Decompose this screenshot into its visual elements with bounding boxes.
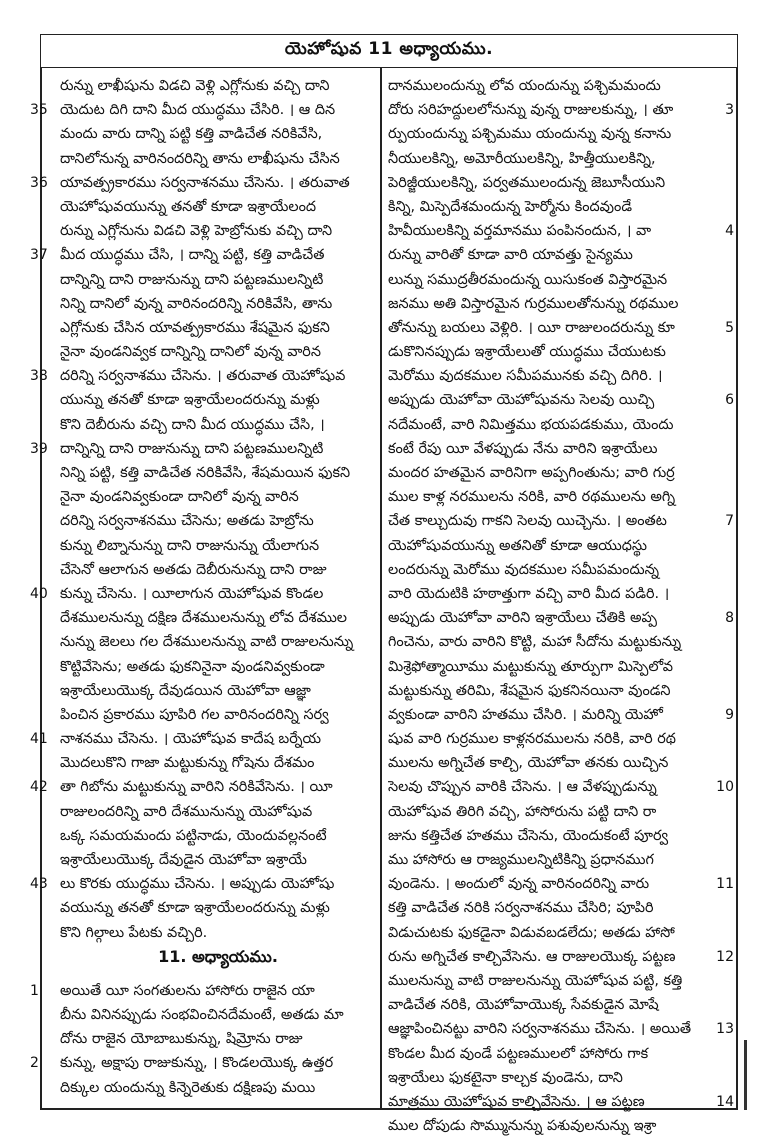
text-line (30, 630, 380, 654)
text-line (388, 268, 734, 292)
text-line (388, 1066, 734, 1090)
text-line (388, 388, 734, 412)
text-line (388, 461, 734, 485)
text-line (30, 582, 380, 606)
left-text-column (30, 74, 380, 1100)
verse-text: దేశములనున్ను దక్షిణ దేశములనున్ను లోవ దేశముల (60, 610, 347, 627)
verse-number: 9 (725, 706, 734, 723)
verse-text: వారి యెదుటికి హఠాత్తుగా వచ్చి వారి మీద పడిరి. । (388, 585, 670, 602)
text-line (388, 171, 734, 195)
verse-text: కొని గిల్గాలు పేటకు వచ్చిరి. (60, 924, 208, 941)
verse-text: నదేమంటే, వారి నిమిత్తము భయపడకుము, యెందు (388, 416, 674, 433)
verse-text: దరిన్ని సర్వనాశము చేసెను. । తరువాత యెహోషువ (60, 368, 346, 385)
verse-number: 7 (725, 513, 734, 530)
verse-text: ఇశ్రాయేలుయొక్క దేవుడైన యెహోవా ఇశ్రాయే (60, 852, 307, 868)
text-line (388, 896, 734, 920)
verse-number: 35 (30, 102, 48, 119)
verse-text: నాశనము చేసెను. । యెహోషువ కాదేష బర్నేయ (60, 731, 321, 748)
verse-text: 11. అధ్యాయము. (158, 946, 278, 966)
verse-text: నిన్ని దానిలో వున్న వారినందరిన్ని నరికివేసి, తాను (60, 295, 333, 312)
verse-text: అప్పుడు యెహోవా వారిని ఇశ్రాయేలు చేతికి అప్ప (388, 610, 657, 627)
verse-text: కొండల మీద వుండే పట్టణములలో హాసోరు గాక (388, 1045, 649, 1062)
text-line (30, 364, 380, 388)
verse-text: దోరు సరిహద్దులలోనున్ను వున్న రాజులకున్ను, । తూ (388, 102, 674, 119)
verse-text: కంటే రేపు యీ వేళప్పుడు నేను వారిని ఇశ్రాయేలు (388, 440, 658, 457)
verse-number: 8 (725, 610, 734, 627)
text-line (388, 364, 734, 388)
verse-text: అప్పుడు యెహోవా యెహోషువను సెలవు యిచ్చి (388, 392, 655, 409)
text-line (30, 703, 380, 727)
text-line (30, 461, 380, 485)
verse-text: మెరోము వుదకముల సమీపమునకు వచ్చి దిగిరి. । (388, 368, 663, 385)
text-line (30, 122, 380, 146)
chapter-heading (30, 945, 380, 979)
text-line (388, 655, 734, 679)
verse-text: యావత్ప్రకారము సర్వనాశనము చేసెను. । తరువాత (60, 174, 350, 191)
text-line (30, 751, 380, 775)
text-line (388, 437, 734, 461)
right-text-column (388, 74, 734, 1138)
page-edge-mark (744, 1040, 747, 1110)
verse-number: 2 (30, 1055, 39, 1072)
text-line (388, 219, 734, 243)
verse-text: పెరిజ్జీయులకిన్ని, పర్వతములందున్న జెబూసీయుని (388, 174, 666, 191)
text-line (30, 896, 380, 920)
text-line (388, 800, 734, 824)
verse-text: జనము అతి విస్తారమైన గుర్రములతోనున్ను రథముల (388, 295, 679, 312)
text-line (388, 1017, 734, 1041)
text-line (388, 945, 734, 969)
text-line (388, 824, 734, 848)
verse-number: 6 (725, 392, 734, 409)
verse-text: నీయులకిన్ని, అమోరీయులకిన్ని, హిత్తీయులకిన్ని, (388, 150, 656, 167)
text-line (388, 74, 734, 98)
verse-text: పించిన ప్రకారము పూపిరి గల వారినందరిన్ని సర్వ (60, 706, 329, 723)
text-line (30, 921, 380, 945)
verse-number: 1 (30, 982, 39, 999)
verse-text: దానములందున్ను లోవ యందున్ను పశ్చిమమందు (388, 78, 661, 94)
verse-text: దోను రాజైన యోబాబుకున్ను, షిమ్రోను రాజు (60, 1031, 303, 1048)
text-line (30, 679, 380, 703)
verse-text: దానిలోనున్న వారినందరిన్ని తాను లాఖీషును చేసిన (60, 150, 340, 167)
verse-text: రున్ను ఎగ్లోనును విడచి వెళ్లి హెబ్రోనుకు వచ్చి దాని (60, 223, 333, 240)
text-line (388, 1090, 734, 1114)
verse-text: జును కత్తిచేత హతము చేసెను, యెందుకంటే పూర్వ (388, 827, 669, 844)
verse-text: చేత కాల్చుదువు గాకని సెలవు యిచ్చెను. । అంతట (388, 513, 667, 530)
text-line (30, 485, 380, 509)
verse-text: వయున్ను తనతో కూడా ఇశ్రాయేలందరున్ను మళ్లు (60, 900, 330, 917)
text-line (388, 243, 734, 267)
verse-text: ర్పుయందున్ను పశ్చిమము యందున్ను వున్న కనాను (388, 126, 672, 143)
text-line (30, 388, 380, 412)
text-line (388, 1042, 734, 1066)
verse-text: మట్టుకున్ను తరిమి, శేషమైన ఫుకనినయినా వుండని (388, 682, 671, 699)
verse-text: ములను అగ్నిచేత కాల్చి, యెహోవా తనకు యిచ్చిన (388, 755, 669, 772)
verse-text: నిన్ని పట్టి, కత్తి వాడిచేత నరికివేసి, శేషమయిన ఫుకని (60, 465, 351, 481)
text-line (388, 727, 734, 751)
text-line (388, 98, 734, 122)
text-line (388, 558, 734, 582)
verse-number: 38 (30, 368, 48, 385)
text-line (388, 147, 734, 171)
text-line (30, 292, 380, 316)
text-line (388, 316, 734, 340)
verse-number: 13 (716, 1021, 734, 1038)
text-line (388, 872, 734, 896)
verse-text: యెహోషువయున్ను తనతో కూడా ఇశ్రాయేలంద (60, 198, 317, 215)
verse-text: ములనున్ను వాటి రాజులనున్ను యెహోషువ పట్టి, కత్తి (388, 972, 683, 989)
text-line (30, 98, 380, 122)
verse-text: ఎగ్లోనుకు చేసిన యావత్ప్రకారము శేషమైన ఫుకని (60, 319, 330, 336)
verse-number: 42 (30, 779, 48, 796)
verse-text: మందర హతమైన వారినిగా అప్పగింతును; వారి గుర్ర (388, 465, 675, 481)
verse-text: ఆజ్ఞాపించినట్టు వారిని సర్వనాశనము చేసెను. । అయితే (388, 1021, 692, 1038)
text-line (30, 74, 380, 98)
right-border-rule (736, 68, 738, 1110)
text-line (388, 122, 734, 146)
text-line (30, 316, 380, 340)
text-line (30, 775, 380, 799)
chapter-title: యెహోషువ 11 అధ్యాయము. (284, 39, 494, 59)
verse-text: కిన్ని, మిస్పెదేశమందున్న హెర్మోను కిందవుండే (388, 198, 632, 215)
verse-text: వాడిచేత నరికి, యెహోవాయొక్క సేవకుడైన మోషే (388, 997, 659, 1014)
verse-text: కొట్టివేసెను; అతడు ఫుకనినైనా వుండనివ్వకుండా (60, 658, 325, 675)
verse-number: 3 (725, 102, 734, 119)
verse-text: ఇశ్రాయేలు ఫుకటైనా కాల్చక వుండెను, దాని (388, 1069, 623, 1086)
verse-text: యెహోషువ తిరిగి వచ్చి, హాసోరును పట్టి దాని రా (388, 803, 657, 820)
text-line (30, 824, 380, 848)
text-line (30, 268, 380, 292)
text-line (30, 1003, 380, 1027)
verse-text: నున్ను జెలలు గల దేశములనున్ను వాటి రాజులనున్ను (60, 634, 354, 651)
verse-text: వుండెను. । అందులో వున్న వారినందరిన్ని వారు (388, 876, 650, 893)
text-line (388, 195, 734, 219)
verse-text: హివీయులకిన్ని వర్తమానము పంపినందున, । వా (388, 223, 652, 240)
verse-text: రాజులందరిన్ని వారి దేశమునున్ను యెహోషువ (60, 803, 313, 820)
verse-text: కొని దెబీరును వచ్చి దాని మీద యుద్ధము చేసి, । (60, 416, 325, 433)
verse-text: రును అగ్నిచేత కాల్చివేసెను. ఆ రాజులయొక్క పట్టణ (388, 948, 676, 965)
text-line (388, 509, 734, 533)
verse-text: దాన్నిన్ని దాని రాజునున్ను దాని పట్టణములన్నిటి (60, 440, 324, 457)
text-line (388, 703, 734, 727)
verse-text: కత్తి వాడిచేత నరికి సర్వనాశనము చేసిరి; పూపిరి (388, 900, 654, 917)
verse-text: బీను వినినప్పుడు సంభవించినదేమంటే, అతడు మా (60, 1006, 344, 1023)
verse-text: షువ వారి గుర్రముల కాళ్లనరములను నరికి, వారి రథ (388, 731, 676, 748)
verse-number: 36 (30, 174, 48, 191)
text-line (388, 848, 734, 872)
text-line (30, 872, 380, 896)
verse-number: 11 (716, 876, 734, 893)
verse-number: 5 (725, 319, 734, 336)
text-line (388, 775, 734, 799)
text-line (30, 558, 380, 582)
verse-text: కున్ను లిబ్నానున్ను దాని రాజునున్ను యేలాగున (60, 537, 320, 554)
text-line (388, 485, 734, 509)
verse-text: దరిన్ని సర్వనాశనము చేసెను; అతడు హెబ్రోను (60, 513, 314, 530)
text-line (388, 969, 734, 993)
text-line (30, 509, 380, 533)
verse-text: లున్ను సముద్రతీరమందున్న యిసుకంత విస్తారమైన (388, 271, 668, 288)
column-divider (380, 68, 382, 1110)
verse-text: ముల దోపుడు సొమ్మునున్ను పశువులనున్ను ఇశ్రా (388, 1118, 657, 1135)
verse-text: ఇశ్రాయేలుయొక్క దేవుడయిన యెహోవా ఆజ్ఞా (60, 682, 311, 699)
text-line (388, 340, 734, 364)
text-line (30, 655, 380, 679)
verse-text: దాన్నిన్ని దాని రాజునున్ను దాని పట్టణములన్నిటి (60, 271, 324, 288)
text-line (30, 1027, 380, 1051)
verse-text: నైనా వుండనివ్వక దాన్నిన్ని దానిలో వున్న వారిన (60, 344, 321, 361)
text-line (388, 606, 734, 630)
text-line (30, 848, 380, 872)
verse-text: చేసెనో ఆలాగున అతడు దెబీరునున్ను దాని రాజు (60, 561, 327, 578)
verse-text: యెదుట దిగి దాని మీద యుద్ధము చేసిరి. । ఆ దిన (60, 102, 336, 119)
verse-text: వ్వకుండా వారిని హతము చేసిరి. । మరిన్ని యెహో (388, 706, 663, 723)
verse-text: విడుచుటకు ఫుకడైనా విడువబడలేదు; అతడు హాసో (388, 924, 675, 941)
text-line (388, 751, 734, 775)
verse-text: యెహోషువయున్ను అతనితో కూడా ఆయుధస్థు (388, 537, 647, 554)
verse-text: తా గిబోను మట్టుకున్ను వారిని నరికివేసెను. । యీ (60, 779, 333, 796)
verse-text: లు కొరకు యుద్ధము చేసెను. । అప్పుడు యెహోషు (60, 876, 335, 893)
verse-number: 37 (30, 247, 48, 264)
text-line (388, 1114, 734, 1138)
verse-number: 14 (716, 1093, 734, 1110)
text-line (30, 979, 380, 1003)
text-line (30, 171, 380, 195)
verse-number: 4 (725, 223, 734, 240)
verse-text: ఒక్క సమయమందు పట్టినాడు, యెందువల్లనంటే (60, 827, 327, 844)
verse-text: రున్ను వారితో కూడా వారి యావత్తు సైన్యము (388, 247, 633, 264)
text-line (388, 630, 734, 654)
verse-text: సెలవు చొప్పున వారికి చేసెను. । ఆ వేళప్పుడున్ను (388, 779, 657, 796)
text-line (388, 679, 734, 703)
text-line (30, 413, 380, 437)
verse-number: 12 (716, 948, 734, 965)
verse-text: నైనా వుండనివ్వకుండా దానిలో వున్న వారిన (60, 489, 299, 506)
verse-text: మీద యుద్ధము చేసి, । దాన్ని పట్టి, కత్తి వాడిచేత (60, 247, 325, 264)
text-line (30, 147, 380, 171)
text-line (388, 292, 734, 316)
text-line (30, 800, 380, 824)
text-line (388, 534, 734, 558)
text-line (30, 727, 380, 751)
text-line (30, 534, 380, 558)
text-line (30, 1076, 380, 1100)
verse-text: కున్ను చేసెను. । యీలాగున యెహోషువ కొండల (60, 585, 324, 602)
verse-number: 41 (30, 731, 48, 748)
verse-text: మందు వారు దాన్ని పట్టి కత్తి వాడిచేత నరికివేసి, (60, 126, 323, 143)
text-line (388, 993, 734, 1017)
text-line (388, 413, 734, 437)
page-header (40, 34, 738, 68)
verse-number: 43 (30, 876, 48, 893)
verse-text: యున్ను తనతో కూడా ఇశ్రాయేలందరున్ను మళ్లు (60, 392, 320, 409)
text-line (30, 340, 380, 364)
verse-text: గించెను, వారు వారిని కొట్టి, మహా సీదోను మట్టుకున్ను (388, 634, 682, 651)
text-line (30, 1051, 380, 1075)
verse-text: మొదలుకొని గాజా మట్టుకున్ను గోషెను దేశమం (60, 755, 315, 772)
verse-text: ము హాసోరు ఆ రాజ్యములన్నిటికిన్ని ప్రధానముగ (388, 852, 654, 868)
text-line (30, 243, 380, 267)
text-line (30, 219, 380, 243)
text-line (30, 437, 380, 461)
verse-number: 40 (30, 585, 48, 602)
verse-number: 39 (30, 440, 48, 457)
verse-text: రున్ను లాఖీషును విడచి వెళ్లి ఎగ్లోనుకు వచ్చి దాని (60, 78, 330, 94)
verse-number: 10 (716, 779, 734, 796)
verse-text: డుకొనినప్పుడు ఇశ్రాయేలుతో యుద్ధము చేయుటకు (388, 344, 666, 361)
verse-text: మిశ్రెఫోత్మాయీము మట్టుకున్ను తూర్పుగా మిస్పెలోవ (388, 658, 674, 675)
verse-text: తోనున్ను బయలు వెళ్లిరి. । యీ రాజులందరున్ను కూ (388, 319, 675, 336)
verse-text: మాత్రము యెహోషువ కాల్చివేసెను. । ఆ పట్టణ (388, 1093, 645, 1110)
verse-text: అయితే యీ సంగతులను హాసోరు రాజైన యా (60, 982, 315, 999)
verse-text: లందరున్ను మెరోము వుదకముల సమీపమందున్న (388, 561, 659, 578)
text-line (30, 195, 380, 219)
verse-text: ముల కాళ్ల నరములను నరికి, వారి రథములను అగ్ని (388, 489, 676, 506)
verse-text: దిక్కుల యందున్ను కిన్నెరెతుకు దక్షిణపు మయి (60, 1079, 316, 1096)
text-line (388, 921, 734, 945)
text-line (30, 606, 380, 630)
verse-text: కున్ను, అక్షాపు రాజుకున్ను, । కొండలయొక్క ఉత్తర (60, 1055, 334, 1072)
text-line (388, 582, 734, 606)
